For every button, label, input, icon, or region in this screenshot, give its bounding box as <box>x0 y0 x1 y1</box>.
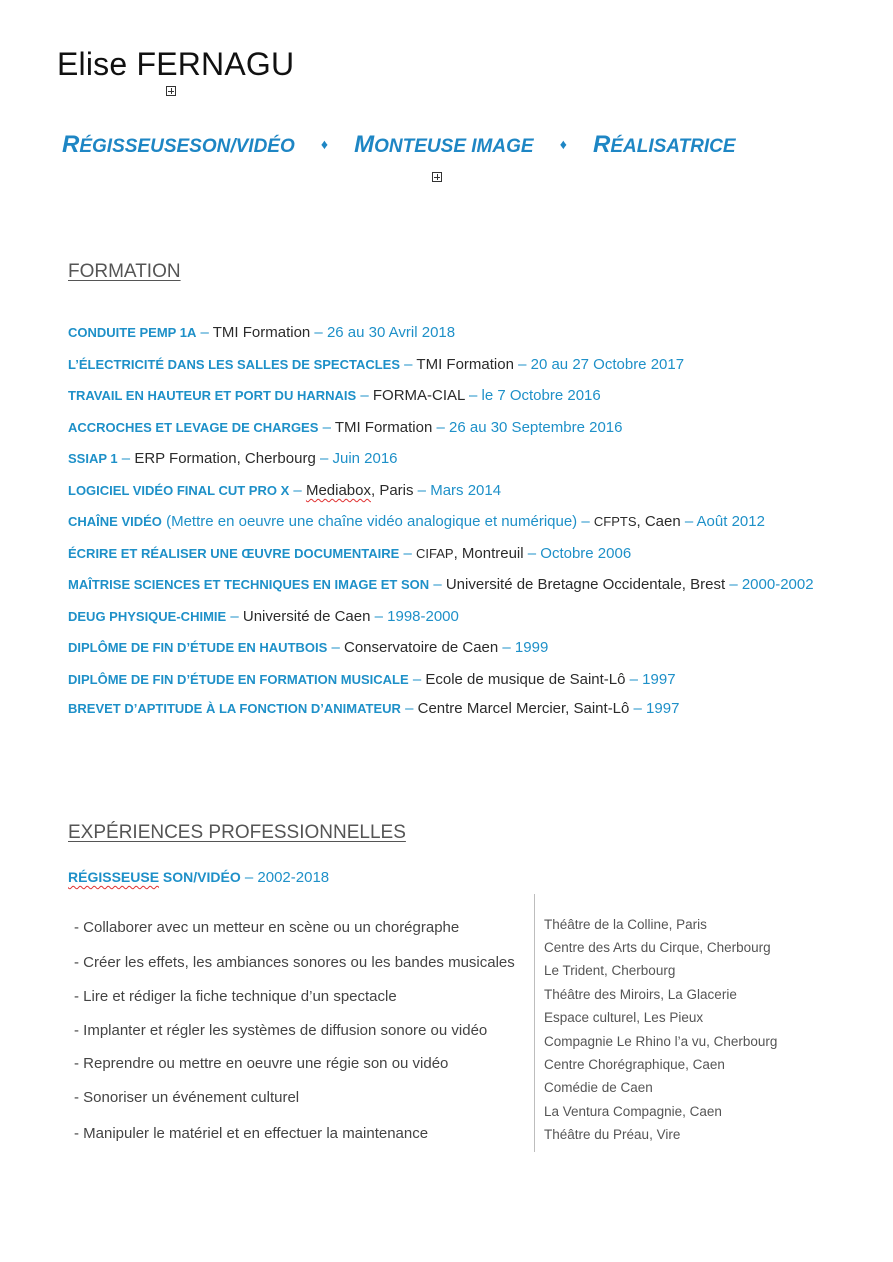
section-title-experience: EXPÉRIENCES PROFESSIONNELLES <box>68 822 406 843</box>
table-move-handle-icon[interactable] <box>432 172 442 182</box>
formation-item: BREVET D’APTITUDE À LA FONCTION D’ANIMATEUR – Centre Marcel Mercier, Saint-Lô – 1997 <box>68 700 680 717</box>
formation-item: DEUG PHYSIQUE-CHIMIE – Université de Caen – 1998-2000 <box>68 608 459 625</box>
task-item: - Implanter et régler les systèmes de diffusion sonore ou vidéo <box>74 1022 488 1039</box>
diamond-separator-icon: ♦ <box>320 136 329 152</box>
title-realisatrice: RÉALISATRICE <box>592 131 736 158</box>
venue-item: La Ventura Compagnie, Caen <box>544 1104 722 1119</box>
formation-item: CONDUITE PEMP 1A – TMI Formation – 26 au 30 Avril 2018 <box>68 324 456 341</box>
venue-item: Le Trident, Cherbourg <box>544 963 676 978</box>
formation-item: ACCROCHES ET LEVAGE DE CHARGES – TMI Formation – 26 au 30 Septembre 2016 <box>68 419 623 436</box>
task-item: - Manipuler le matériel et en effectuer la maintenance <box>74 1125 429 1142</box>
formation-item: DIPLÔME DE FIN D’ÉTUDE EN HAUTBOIS – Conservatoire de Caen – 1999 <box>68 639 549 656</box>
task-item: - Reprendre ou mettre en oeuvre une régie son ou vidéo <box>74 1055 449 1072</box>
title-regisseuse: RÉGISSEUSESON/VIDÉO <box>62 131 295 158</box>
task-item: - Créer les effets, les ambiances sonores ou les bandes musicales <box>74 954 515 971</box>
formation-item: CHAÎNE VIDÉO (Mettre en oeuvre une chaîne vidéo analogique et numérique) – CFPTS, Caen – Août 2012 <box>68 513 765 530</box>
formation-item: L’ÉLECTRICITÉ DANS LES SALLES DE SPECTACLES – TMI Formation – 20 au 27 Octobre 2017 <box>68 356 685 373</box>
formation-item: LOGICIEL VIDÉO FINAL CUT PRO X – Mediabox, Paris – Mars 2014 <box>68 482 502 499</box>
venue-item: Théâtre de la Colline, Paris <box>544 917 707 932</box>
diamond-separator-icon: ♦ <box>559 136 567 152</box>
venue-item: Centre des Arts du Cirque, Cherbourg <box>544 940 771 955</box>
candidate-name: Elise FERNAGU <box>57 46 295 82</box>
task-item: - Lire et rédiger la fiche technique d’un spectacle <box>74 988 397 1005</box>
venue-item: Théâtre des Miroirs, La Glacerie <box>544 987 737 1002</box>
venue-item: Compagnie Le Rhino l’a vu, Cherbourg <box>544 1034 778 1049</box>
formation-item: DIPLÔME DE FIN D’ÉTUDE EN FORMATION MUSICALE – Ecole de musique de Saint-Lô – 1997 <box>68 671 676 688</box>
formation-item: SSIAP 1 – ERP Formation, Cherbourg – Juin 2016 <box>68 450 398 467</box>
job-heading: RÉGISSEUSE SON/VIDÉO – 2002-2018 <box>68 869 330 886</box>
venue-item: Comédie de Caen <box>544 1080 653 1095</box>
formation-item: TRAVAIL EN HAUTEUR ET PORT DU HARNAIS – FORMA-CIAL – le 7 Octobre 2016 <box>68 387 601 404</box>
venue-item: Centre Chorégraphique, Caen <box>544 1057 725 1072</box>
title-monteuse: MONTEUSE IMAGE <box>354 131 534 158</box>
task-item: - Sonoriser un événement culturel <box>74 1089 300 1106</box>
venue-item: Théâtre du Préau, Vire <box>544 1127 681 1142</box>
table-move-handle-icon[interactable] <box>166 86 176 96</box>
section-title-formation: FORMATION <box>68 261 181 282</box>
formation-item: ÉCRIRE ET RÉALISER UNE ŒUVRE DOCUMENTAIRE – CIFAP, Montreuil – Octobre 2006 <box>68 545 632 562</box>
task-item: - Collaborer avec un metteur en scène ou un chorégraphe <box>74 919 460 936</box>
job-titles <box>62 131 736 159</box>
venue-item: Espace culturel, Les Pieux <box>544 1010 704 1025</box>
formation-item: MAÎTRISE SCIENCES ET TECHNIQUES EN IMAGE ET SON – Université de Bretagne Occidentale, Brest – 2000-2002 <box>68 576 814 593</box>
column-divider <box>534 894 535 1152</box>
